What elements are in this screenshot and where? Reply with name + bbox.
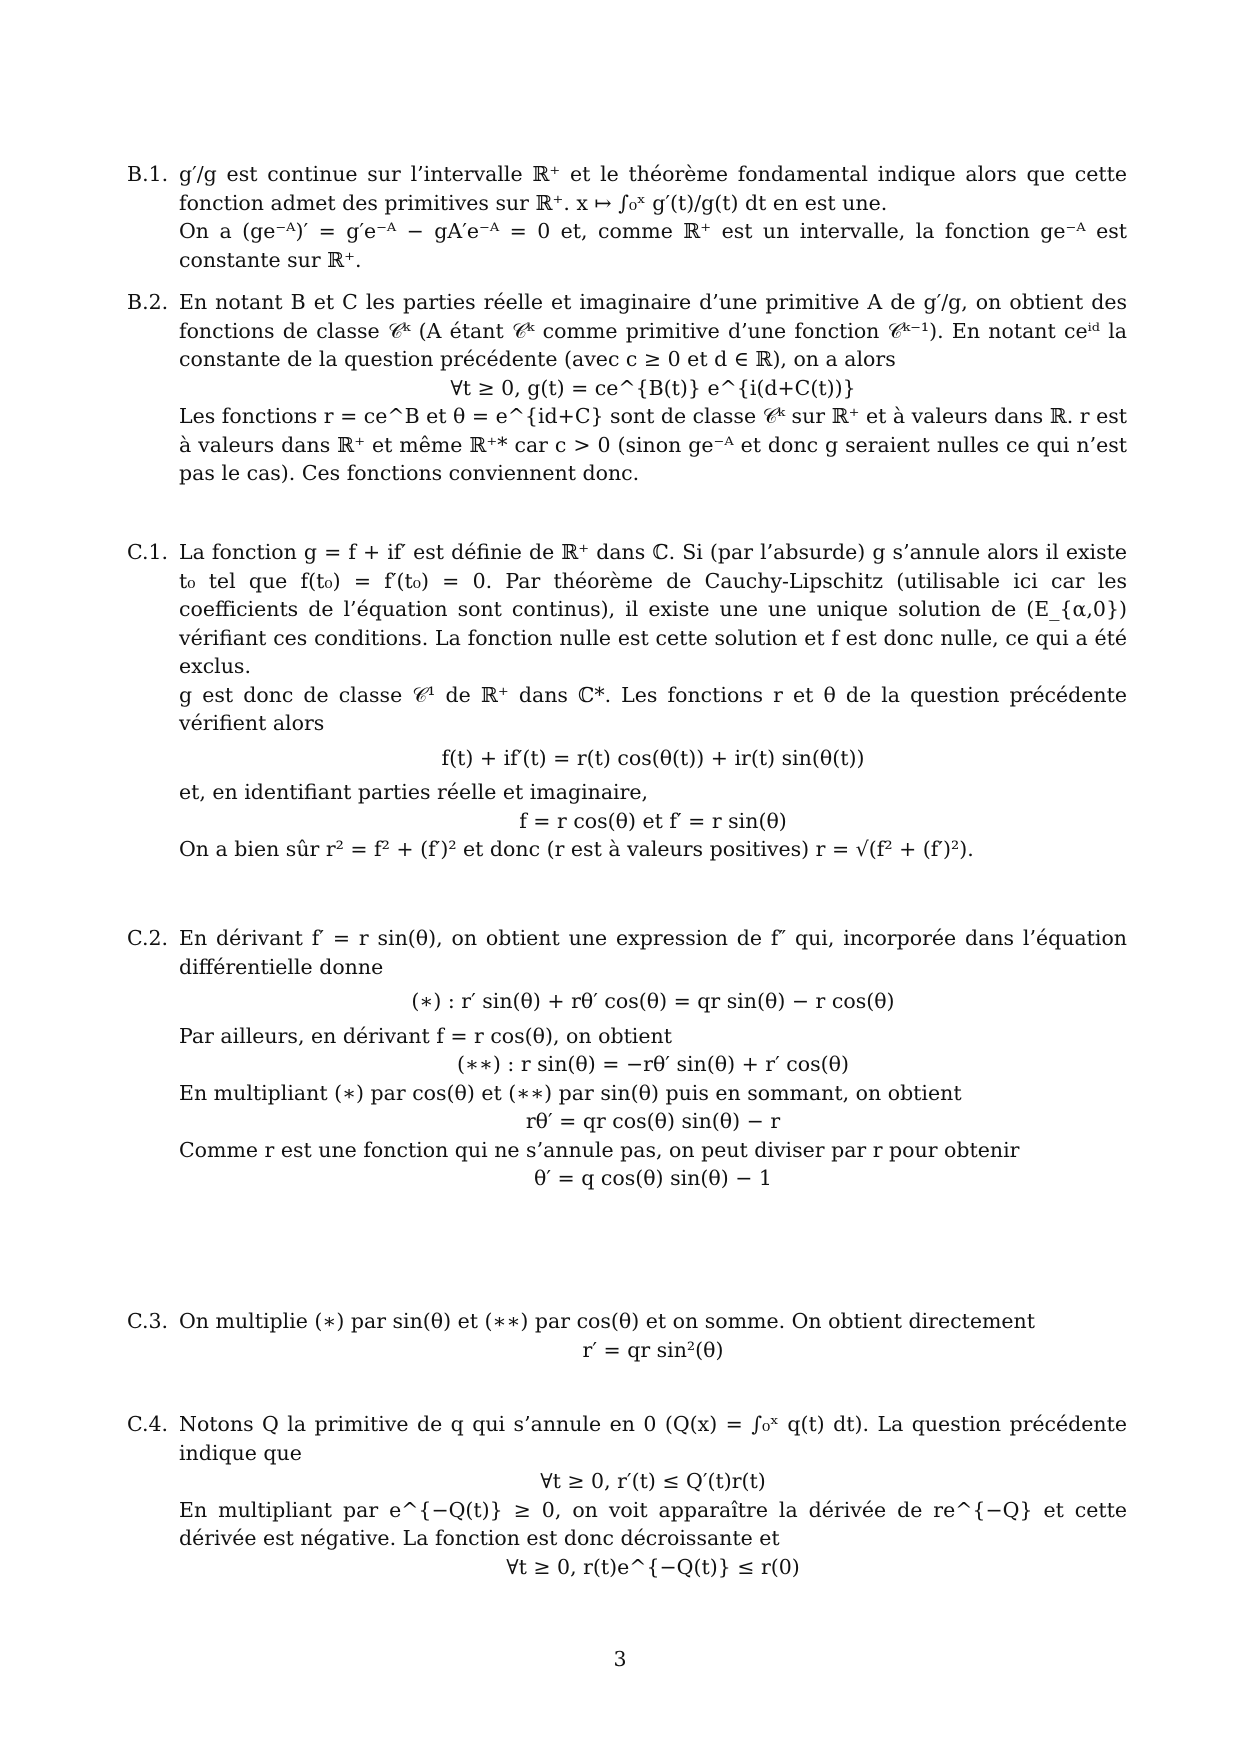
section-label: C.4. <box>127 1412 169 1436</box>
paragraph: et, en identifiant parties réelle et imaginaire, <box>179 780 649 804</box>
section-c3 <box>127 1307 1127 1364</box>
page-number: 3 <box>613 1647 627 1671</box>
equation: ∀t ≥ 0, r(t)e^{−Q(t)} ≤ r(0) <box>506 1554 800 1579</box>
paragraph: On a (ge⁻ᴬ)′ = g′e⁻ᴬ − gA′e⁻ᴬ = 0 et, comme ℝ⁺ est un intervalle, la fonction ge⁻ᴬ est constante sur ℝ⁺. <box>179 219 1127 272</box>
equation: r′ = qr sin²(θ) <box>582 1337 724 1362</box>
paragraph: Par ailleurs, en dérivant f = r cos(θ), on obtient <box>179 1023 672 1048</box>
section-c4 <box>127 1410 1127 1581</box>
section-c2 <box>127 924 1127 1193</box>
paragraph: On a bien sûr r² = f² + (f′)² et donc (r est à valeurs positives) r = √(f² + (f′)²). <box>179 837 974 861</box>
paragraph: En notant B et C les parties réelle et imaginaire d’une primitive A de g′/g, on obtient des fonctions de classe 𝒞ᵏ (A étant 𝒞ᵏ comme primitive d’une fonction 𝒞ᵏ⁻¹). En notant ceⁱᵈ la constante de la question précédente (avec c ≥ 0 et d ∈ ℝ), on a alors <box>179 290 1127 371</box>
equation: (∗) : r′ sin(θ) + rθ′ cos(θ) = qr sin(θ) − r cos(θ) <box>411 989 895 1013</box>
section-label: C.2. <box>127 926 169 950</box>
equation: ∀t ≥ 0, r′(t) ≤ Q′(t)r(t) <box>540 1469 766 1493</box>
equation: ∀t ≥ 0, g(t) = ce^{B(t)} e^{i(d+C(t))} <box>450 375 856 400</box>
section-label: C.1. <box>127 540 169 564</box>
equation: rθ′ = qr cos(θ) sin(θ) − r <box>525 1109 781 1133</box>
paragraph: En dérivant f′ = r sin(θ), on obtient une expression de f″ qui, incorporée dans l’équation différentielle donne <box>179 926 1127 979</box>
paragraph: On multiplie (∗) par sin(θ) et (∗∗) par cos(θ) et on somme. On obtient directement <box>179 1309 1035 1333</box>
equation: θ′ = q cos(θ) sin(θ) − 1 <box>534 1166 772 1190</box>
equation: (∗∗) : r sin(θ) = −rθ′ sin(θ) + r′ cos(θ) <box>457 1052 849 1076</box>
section-b2 <box>127 288 1127 488</box>
paragraph: En multipliant par e^{−Q(t)} ≥ 0, on voit apparaître la dérivée de re^{−Q} et cette dérivée est négative. La fonction est donc décroissante et <box>179 1497 1127 1550</box>
equation: f(t) + if′(t) = r(t) cos(θ(t)) + ir(t) sin(θ(t)) <box>441 745 865 770</box>
equation: f = r cos(θ) et f′ = r sin(θ) <box>519 808 787 833</box>
section-label: C.3. <box>127 1309 169 1333</box>
section-label: B.2. <box>127 290 169 314</box>
paragraph: Comme r est une fonction qui ne s’annule pas, on peut diviser par r pour obtenir <box>179 1137 1020 1162</box>
section-b1 <box>127 160 1127 274</box>
paragraph: La fonction g = f + if′ est définie de ℝ⁺ dans ℂ. Si (par l’absurde) g s’annule alors il existe t₀ tel que f(t₀) = f′(t₀) = 0. Par théorème de Cauchy-Lipschitz (utilisable ici car les coefficients de l’équation sont continus), il existe une une unique solution de (E_{α,0}) vérifiant ces conditions. La fonction nulle est cette solution et f est donc nulle, ce qui a été exclus. <box>179 540 1127 678</box>
paragraph: g est donc de classe 𝒞¹ de ℝ⁺ dans ℂ*. Les fonctions r et θ de la question précédente vérifient alors <box>179 682 1127 735</box>
section-c1 <box>127 538 1127 864</box>
paragraph: Les fonctions r = ce^B et θ = e^{id+C} sont de classe 𝒞ᵏ sur ℝ⁺ et à valeurs dans ℝ. r est à valeurs dans ℝ⁺ et même ℝ⁺* car c > 0 (sinon ge⁻ᴬ et donc g seraient nulles ce qui n’est pas le cas). Ces fonctions conviennent donc. <box>179 404 1127 485</box>
section-label: B.1. <box>127 162 169 186</box>
paragraph: En multipliant (∗) par cos(θ) et (∗∗) par sin(θ) puis en sommant, on obtient <box>179 1080 962 1105</box>
paragraph: g′/g est continue sur l’intervalle ℝ⁺ et le théorème fondamental indique alors que cette fonction admet des primitives sur ℝ⁺. x ↦ ∫₀ˣ g′(t)/g(t) dt en est une. <box>179 162 1127 215</box>
paragraph: Notons Q la primitive de q qui s’annule en 0 (Q(x) = ∫₀ˣ q(t) dt). La question précédente indique que <box>179 1412 1127 1465</box>
